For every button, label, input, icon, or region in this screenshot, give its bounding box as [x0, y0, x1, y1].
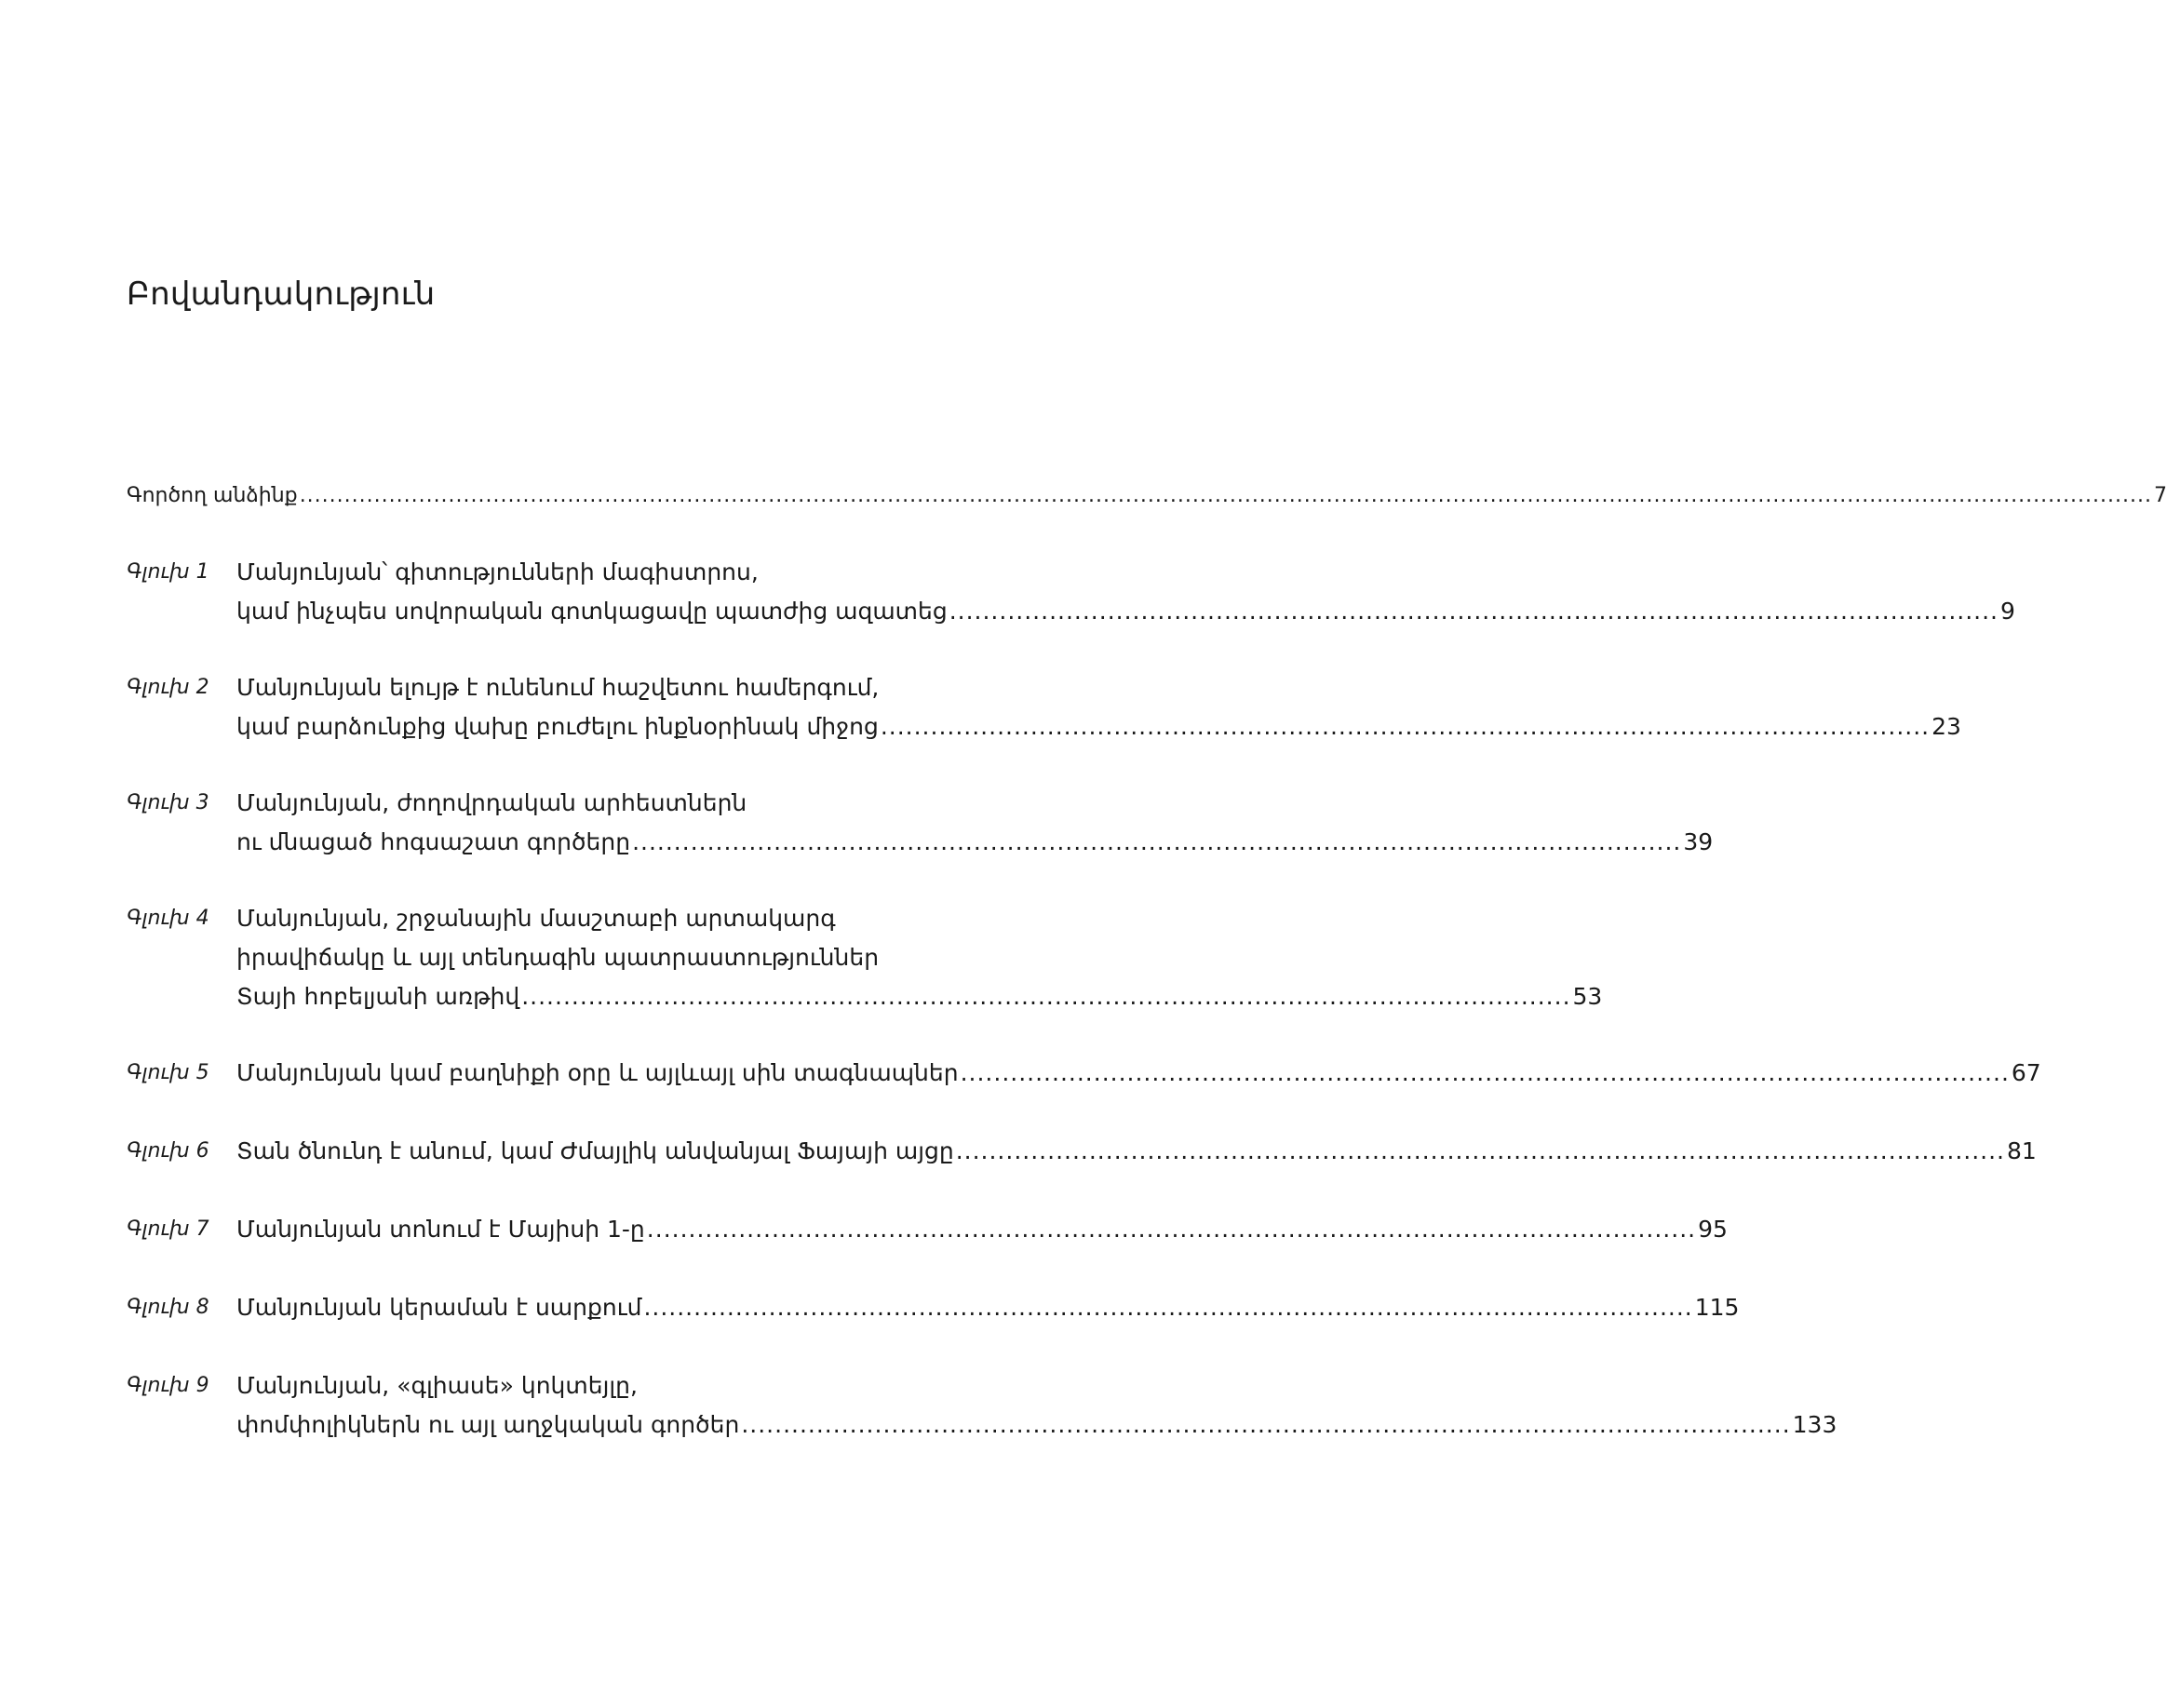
chapter-title-line: Մանյունյան ելույթ է ունենում հաշվետու համերգում, [236, 674, 880, 701]
dot-leader: .............................................................................................................................. [949, 598, 1999, 625]
dot-leader: .............................................................................................................................. [741, 1411, 1791, 1438]
dot-leader: .............................................................................................................................. [632, 828, 1682, 855]
toc-entry-chapter-3 [127, 784, 1714, 862]
chapter-label: Գլուխ 2 [127, 676, 209, 699]
chapter-title-line: փոմփոլիկներն ու այլ աղջկական գործեր [236, 1411, 740, 1438]
dot-leader: .............................................................................................................................. [880, 713, 1931, 740]
table-of-contents [127, 477, 2167, 1445]
chapter-title-line: Մանյունյան՝ գիտությունների մագիստրոս, [236, 558, 759, 585]
toc-page-number: 133 [1792, 1411, 1837, 1438]
chapter-title-line: կամ ինչպես սովորական գոտկացավը պատժից ազատեց [236, 598, 948, 625]
chapter-title-line: կամ բարձունքից վախը բուժելու ինքնօրինակ միջոց [236, 713, 879, 740]
dot-leader: .............................................................................................................................. [646, 1216, 1697, 1243]
toc-entry-title: Գործող անձինք [127, 484, 298, 507]
chapter-label: Գլուխ 9 [127, 1374, 209, 1397]
chapter-title-line: Մանյունյան, ժողովրդական արհեստներն [236, 789, 747, 816]
toc-page-number: 67 [2011, 1059, 2041, 1086]
toc-entry-chapter-1 [127, 553, 2015, 631]
toc-line [127, 477, 2167, 516]
dot-leader: .............................................................................................................................. [643, 1294, 1693, 1321]
chapter-title-line: ու մնացած հոգսաշատ գործերը [236, 828, 631, 855]
chapter-title-line: Մանյունյան, շրջանային մասշտաբի արտակարգ [236, 905, 836, 932]
toc-entry-chapter-6 [127, 1132, 2037, 1171]
chapter-label: Գլուխ 1 [127, 560, 209, 584]
toc-page-number: 81 [2007, 1137, 2037, 1164]
toc-entry-chapter-7 [127, 1210, 1728, 1249]
chapter-title-line: Մանյունյան կերաման է սարքում [236, 1294, 642, 1321]
toc-entry-chapter-4 [127, 899, 1603, 1016]
chapter-label: Գլուխ 8 [127, 1296, 209, 1319]
chapter-label: Գլուխ 5 [127, 1061, 209, 1084]
toc-page-number: 7 [2154, 484, 2167, 507]
chapter-label: Գլուխ 3 [127, 791, 209, 814]
toc-page-number: 95 [1698, 1216, 1728, 1243]
chapter-label: Գլուխ 4 [127, 907, 209, 930]
chapter-title-line: իրավիճակը և այլ տենդագին պատրաստություններ [236, 944, 880, 971]
chapter-label: Գլուխ 7 [127, 1217, 209, 1241]
toc-entry-chapter-2 [127, 668, 1961, 746]
chapter-title-line: Մանյունյան կամ բաղնիքի օրը և այլևայլ սին տագնապներ [236, 1059, 959, 1086]
toc-entry-foreword [127, 477, 2167, 516]
toc-page-number: 9 [2000, 598, 2015, 625]
chapter-title-line: Տայի հոբելյանի առթիվ [236, 983, 520, 1010]
toc-entry-chapter-8 [127, 1288, 1740, 1327]
dot-leader: ......................................................................................................................................................................................................................................................... [299, 484, 2152, 507]
toc-page-number: 53 [1572, 983, 1603, 1010]
chapter-label: Գլուխ 6 [127, 1139, 209, 1163]
toc-entry-chapter-9 [127, 1366, 1837, 1445]
chapter-title-line: Մանյունյան, «գլիասե» կոկտեյլը, [236, 1372, 638, 1399]
page-title: Բովանդակություն [127, 276, 436, 313]
dot-leader: .............................................................................................................................. [960, 1059, 2010, 1086]
toc-page-number: 23 [1931, 713, 1961, 740]
toc-entry-chapter-5 [127, 1054, 2041, 1093]
toc-page-number: 115 [1694, 1294, 1740, 1321]
chapter-title-line: Տան ծնունդ է անում, կամ Ժմայլիկ անվանյալ Ֆայայի այցը [236, 1137, 954, 1164]
dot-leader: .............................................................................................................................. [521, 983, 1571, 1010]
dot-leader: .............................................................................................................................. [955, 1137, 2005, 1164]
toc-page-number: 39 [1683, 828, 1714, 855]
chapter-title-line: Մանյունյան տոնում է Մայիսի 1-ը [236, 1216, 645, 1243]
